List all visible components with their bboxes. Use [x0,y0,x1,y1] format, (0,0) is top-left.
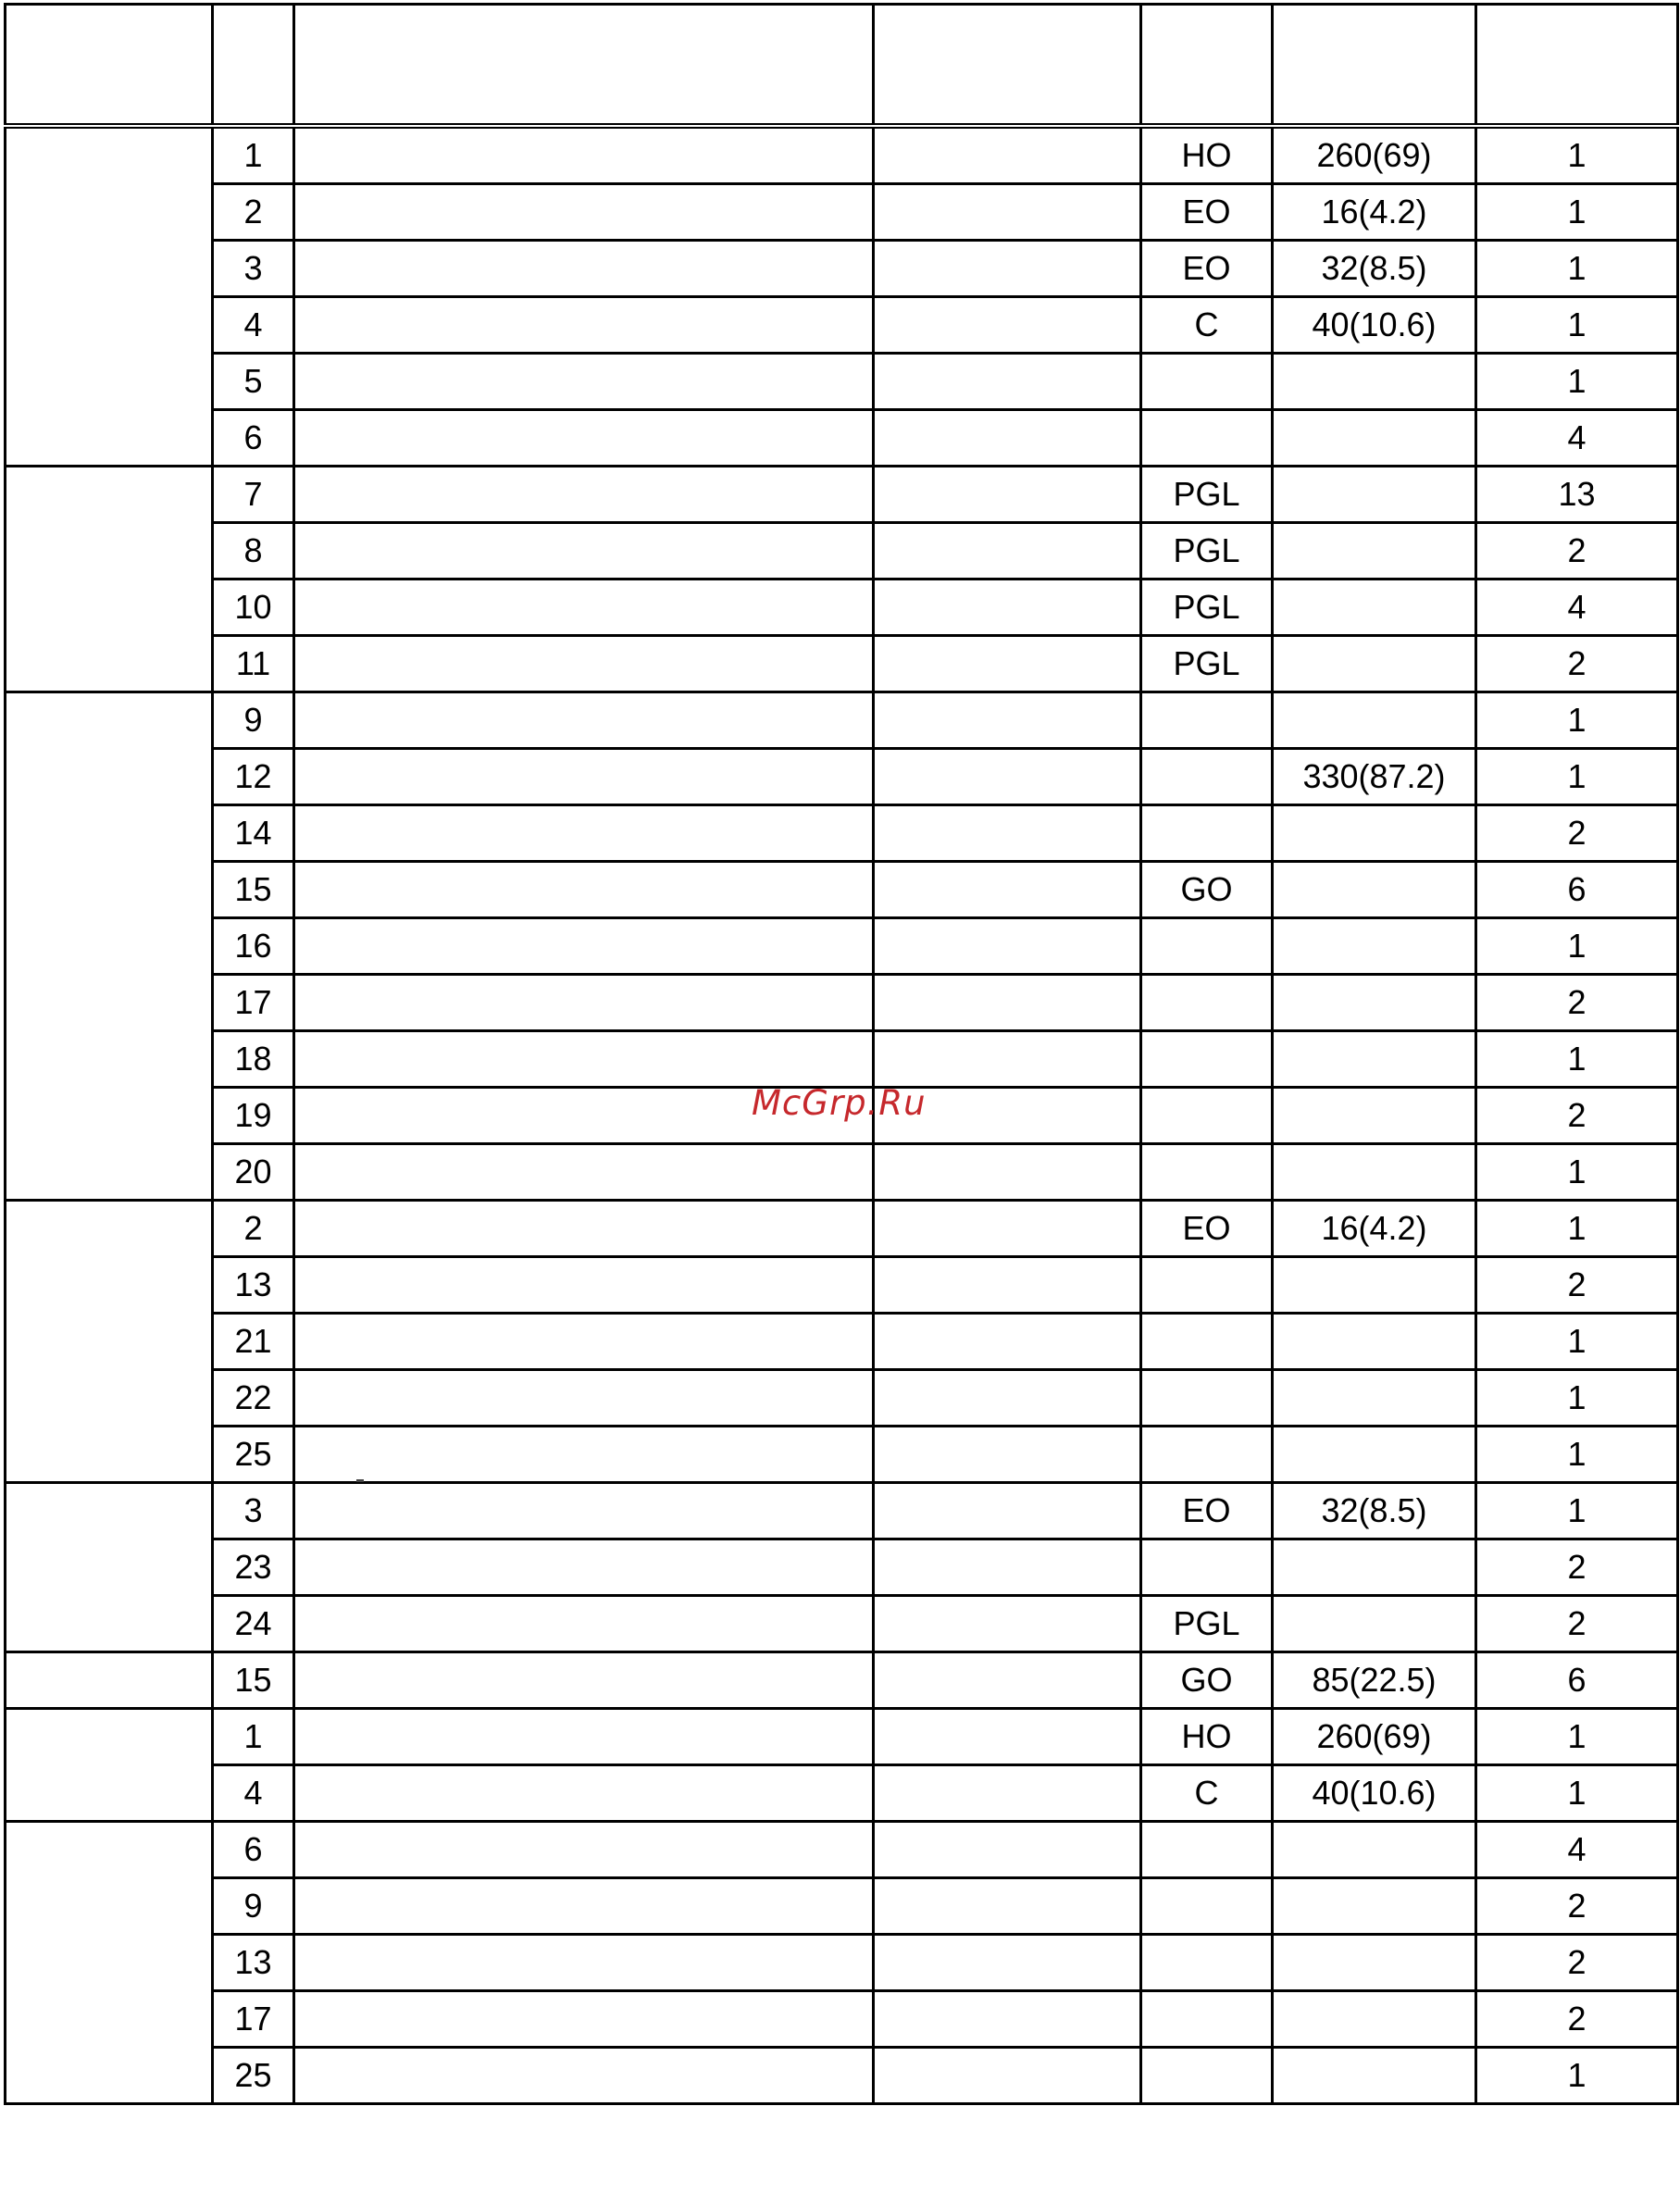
quantity-cell: 2 [1476,1539,1678,1596]
lubricant-type-cell [1141,1314,1273,1370]
header-cell [874,5,1141,127]
quantity-cell: 1 [1476,241,1678,297]
item-number-cell: 3 [213,241,294,297]
quantity-cell: 1 [1476,1765,1678,1822]
quantity-cell: 1 [1476,692,1678,749]
capacity-cell [1273,523,1476,580]
table-row [6,1596,1678,1652]
lubricant-type-cell [1141,1370,1273,1427]
lubrication-table [4,3,1679,2105]
capacity-cell [1273,1596,1476,1652]
description-cell [294,975,874,1031]
table-row [6,410,1678,467]
quantity-cell: 1 [1476,1201,1678,1257]
remarks-cell [874,1144,1141,1201]
item-number-cell: 19 [213,1088,294,1144]
table-row [6,1483,1678,1539]
description-cell [294,1935,874,1991]
quantity-cell: 1 [1476,1483,1678,1539]
quantity-cell: 1 [1476,184,1678,241]
remarks-cell [874,1427,1141,1483]
lubricant-type-cell [1141,692,1273,749]
description-cell [294,241,874,297]
group-label-cell [6,1483,213,1652]
table-row [6,523,1678,580]
item-number-cell: 2 [213,184,294,241]
description-cell [294,1144,874,1201]
capacity-cell [1273,1991,1476,2048]
item-number-cell: 15 [213,1652,294,1709]
remarks-cell [874,2048,1141,2104]
description-cell [294,1539,874,1596]
description-cell [294,1201,874,1257]
lubricant-type-cell [1141,1031,1273,1088]
lubricant-type-cell [1141,749,1273,805]
table-row [6,126,1678,184]
capacity-cell: 32(8.5) [1273,241,1476,297]
capacity-cell [1273,1314,1476,1370]
table-row [6,297,1678,354]
quantity-cell: 1 [1476,1144,1678,1201]
description-cell [294,1483,874,1539]
remarks-cell [874,184,1141,241]
table-row [6,636,1678,692]
lubricant-type-cell: PGL [1141,580,1273,636]
quantity-cell: 1 [1476,1031,1678,1088]
quantity-cell: 1 [1476,1314,1678,1370]
header-cell [1273,5,1476,127]
capacity-cell [1273,805,1476,862]
item-number-cell: 12 [213,749,294,805]
description-cell [294,1088,874,1144]
item-number-cell: 25 [213,1427,294,1483]
header-cell [1476,5,1678,127]
capacity-cell: 330(87.2) [1273,749,1476,805]
lubricant-type-cell [1141,918,1273,975]
capacity-cell [1273,692,1476,749]
remarks-cell [874,1314,1141,1370]
capacity-cell [1273,1257,1476,1314]
capacity-cell: 40(10.6) [1273,297,1476,354]
remarks-cell [874,126,1141,184]
watermark: McGrp.Ru [752,1083,927,1123]
item-number-cell: 8 [213,523,294,580]
description-cell [294,1709,874,1765]
quantity-cell: 4 [1476,1822,1678,1878]
table-row [6,975,1678,1031]
description-cell [294,1370,874,1427]
quantity-cell: 1 [1476,2048,1678,2104]
description-cell [294,410,874,467]
capacity-cell: 16(4.2) [1273,184,1476,241]
table-row [6,692,1678,749]
lubricant-type-cell [1141,1257,1273,1314]
lubricant-type-cell: C [1141,1765,1273,1822]
quantity-cell: 1 [1476,749,1678,805]
table-row [6,1765,1678,1822]
quantity-cell: 6 [1476,862,1678,918]
remarks-cell [874,975,1141,1031]
group-label-cell [6,1822,213,2104]
lubricant-type-cell [1141,1427,1273,1483]
capacity-cell [1273,354,1476,410]
capacity-cell [1273,975,1476,1031]
item-number-cell: 4 [213,1765,294,1822]
capacity-cell [1273,918,1476,975]
quantity-cell: 1 [1476,1427,1678,1483]
remarks-cell [874,1935,1141,1991]
capacity-cell: 40(10.6) [1273,1765,1476,1822]
description-cell [294,692,874,749]
table-row [6,580,1678,636]
remarks-cell [874,467,1141,523]
description-cell [294,862,874,918]
capacity-cell [1273,1427,1476,1483]
table-row [6,1709,1678,1765]
quantity-cell: 2 [1476,636,1678,692]
item-number-cell: 6 [213,410,294,467]
description-cell [294,1822,874,1878]
remarks-cell [874,523,1141,580]
item-number-cell: 21 [213,1314,294,1370]
description-cell [294,1427,874,1483]
remarks-cell [874,1539,1141,1596]
table-row [6,749,1678,805]
capacity-cell [1273,1878,1476,1935]
group-label-cell [6,1201,213,1483]
remarks-cell [874,1878,1141,1935]
capacity-cell [1273,1370,1476,1427]
table-row [6,1257,1678,1314]
item-number-cell: 1 [213,1709,294,1765]
table-row [6,1652,1678,1709]
capacity-cell [1273,1144,1476,1201]
description-cell [294,1596,874,1652]
remarks-cell [874,1201,1141,1257]
item-number-cell: 13 [213,1935,294,1991]
lubricant-type-cell [1141,1822,1273,1878]
quantity-cell: 2 [1476,1088,1678,1144]
item-number-cell: 23 [213,1539,294,1596]
quantity-cell: 2 [1476,1257,1678,1314]
item-number-cell: 3 [213,1483,294,1539]
table-row [6,1031,1678,1088]
quantity-cell: 1 [1476,126,1678,184]
item-number-cell: 9 [213,1878,294,1935]
description-cell [294,1991,874,2048]
quantity-cell: 6 [1476,1652,1678,1709]
lubricant-type-cell: PGL [1141,1596,1273,1652]
item-number-cell: 25 [213,2048,294,2104]
capacity-cell [1273,580,1476,636]
remarks-cell [874,580,1141,636]
capacity-cell [1273,1539,1476,1596]
item-number-cell: 10 [213,580,294,636]
remarks-cell [874,1257,1141,1314]
lubricant-type-cell: PGL [1141,636,1273,692]
lubricant-type-cell: C [1141,297,1273,354]
capacity-cell: 16(4.2) [1273,1201,1476,1257]
header-row [6,5,1678,127]
item-number-cell: 20 [213,1144,294,1201]
table-row [6,241,1678,297]
table-row [6,1314,1678,1370]
description-cell [294,805,874,862]
remarks-cell [874,1765,1141,1822]
quantity-cell: 1 [1476,354,1678,410]
capacity-cell [1273,1935,1476,1991]
description-cell [294,467,874,523]
remarks-cell [874,862,1141,918]
quantity-cell: 2 [1476,1596,1678,1652]
remarks-cell [874,749,1141,805]
header-cell [213,5,294,127]
item-number-cell: 14 [213,805,294,862]
remarks-cell [874,410,1141,467]
table-row [6,862,1678,918]
quantity-cell: 2 [1476,523,1678,580]
item-number-cell: 7 [213,467,294,523]
item-number-cell: 15 [213,862,294,918]
group-label-cell [6,1652,213,1709]
lubricant-type-cell [1141,805,1273,862]
table-row [6,354,1678,410]
table-row [6,1144,1678,1201]
item-number-cell: 18 [213,1031,294,1088]
quantity-cell: 13 [1476,467,1678,523]
table-row [6,1427,1678,1483]
quantity-cell: 4 [1476,580,1678,636]
lubricant-type-cell: EO [1141,1201,1273,1257]
table-row [6,184,1678,241]
remarks-cell [874,1709,1141,1765]
lubricant-type-cell: GO [1141,862,1273,918]
table-row [6,1878,1678,1935]
lubricant-type-cell [1141,1935,1273,1991]
item-number-cell: 4 [213,297,294,354]
remarks-cell [874,1370,1141,1427]
group-label-cell [6,126,213,467]
table-row [6,1935,1678,1991]
remarks-cell [874,297,1141,354]
quantity-cell: 1 [1476,1370,1678,1427]
quantity-cell: 2 [1476,805,1678,862]
lubricant-type-cell [1141,1878,1273,1935]
lubricant-type-cell: HO [1141,1709,1273,1765]
quantity-cell: 2 [1476,975,1678,1031]
remarks-cell [874,805,1141,862]
table-row [6,1991,1678,2048]
group-label-cell [6,1709,213,1822]
header-cell [6,5,213,127]
lubrication-table-sheet [4,3,1679,2105]
group-label-cell [6,467,213,692]
description-cell [294,1314,874,1370]
remarks-cell [874,1822,1141,1878]
lubricant-type-cell [1141,1539,1273,1596]
description-cell [294,297,874,354]
table-row [6,2048,1678,2104]
description-cell [294,2048,874,2104]
lubricant-type-cell: EO [1141,184,1273,241]
capacity-cell [1273,467,1476,523]
lubricant-type-cell [1141,1144,1273,1201]
remarks-cell [874,1991,1141,2048]
table-row [6,1201,1678,1257]
capacity-cell [1273,1088,1476,1144]
lubricant-type-cell: HO [1141,126,1273,184]
remarks-cell [874,1088,1141,1144]
table-row [6,805,1678,862]
item-number-cell: 17 [213,975,294,1031]
item-number-cell: 9 [213,692,294,749]
quantity-cell: 2 [1476,1991,1678,2048]
description-cell [294,636,874,692]
capacity-cell [1273,862,1476,918]
lubricant-type-cell [1141,410,1273,467]
lubricant-type-cell [1141,1991,1273,2048]
description-cell [294,354,874,410]
description-cell [294,1878,874,1935]
item-number-cell: 16 [213,918,294,975]
table-row [6,467,1678,523]
remarks-cell [874,1652,1141,1709]
item-number-cell: 6 [213,1822,294,1878]
table-row [6,1539,1678,1596]
capacity-cell [1273,410,1476,467]
lubricant-type-cell: GO [1141,1652,1273,1709]
item-number-cell: 2 [213,1201,294,1257]
remarks-cell [874,1596,1141,1652]
lubricant-type-cell: PGL [1141,467,1273,523]
lubricant-type-cell: EO [1141,241,1273,297]
remarks-cell [874,1483,1141,1539]
item-number-cell: 17 [213,1991,294,2048]
remarks-cell [874,692,1141,749]
table-row [6,1088,1678,1144]
remarks-cell [874,1031,1141,1088]
item-number-cell: 22 [213,1370,294,1427]
quantity-cell: 2 [1476,1935,1678,1991]
remarks-cell [874,636,1141,692]
lubricant-type-cell: PGL [1141,523,1273,580]
capacity-cell [1273,2048,1476,2104]
item-number-cell: 5 [213,354,294,410]
description-cell [294,580,874,636]
quantity-cell: 1 [1476,918,1678,975]
capacity-cell [1273,1822,1476,1878]
description-cell [294,1765,874,1822]
scan-speck [356,1479,364,1482]
description-cell [294,1652,874,1709]
quantity-cell: 1 [1476,297,1678,354]
lubricant-type-cell [1141,975,1273,1031]
capacity-cell [1273,1031,1476,1088]
description-cell [294,1257,874,1314]
header-cell [1141,5,1273,127]
lubricant-type-cell: EO [1141,1483,1273,1539]
item-number-cell: 13 [213,1257,294,1314]
group-label-cell [6,692,213,1201]
table-row [6,1822,1678,1878]
lubricant-type-cell [1141,354,1273,410]
lubricant-type-cell [1141,1088,1273,1144]
capacity-cell: 260(69) [1273,1709,1476,1765]
item-number-cell: 1 [213,126,294,184]
table-row [6,918,1678,975]
lubricant-type-cell [1141,2048,1273,2104]
header-cell [294,5,874,127]
item-number-cell: 11 [213,636,294,692]
description-cell [294,749,874,805]
quantity-cell: 2 [1476,1878,1678,1935]
description-cell [294,523,874,580]
remarks-cell [874,918,1141,975]
capacity-cell [1273,636,1476,692]
table-row [6,1370,1678,1427]
capacity-cell: 85(22.5) [1273,1652,1476,1709]
remarks-cell [874,354,1141,410]
capacity-cell: 260(69) [1273,126,1476,184]
description-cell [294,126,874,184]
description-cell [294,184,874,241]
table-body [6,5,1678,2104]
item-number-cell: 24 [213,1596,294,1652]
quantity-cell: 1 [1476,1709,1678,1765]
capacity-cell: 32(8.5) [1273,1483,1476,1539]
quantity-cell: 4 [1476,410,1678,467]
description-cell [294,918,874,975]
description-cell [294,1031,874,1088]
remarks-cell [874,241,1141,297]
